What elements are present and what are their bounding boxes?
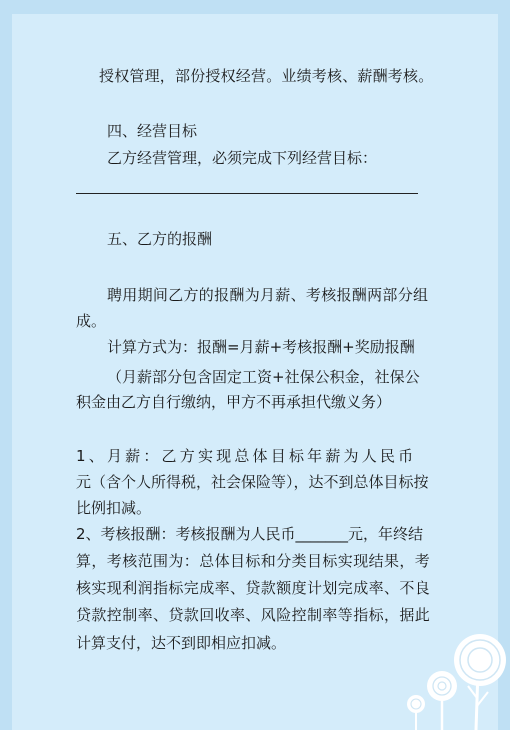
paragraph-line: 积金由乙方自行缴纳，甲方不再承担代缴义务） — [76, 393, 392, 411]
decorative-trees-icon — [396, 628, 510, 730]
list-item-line: 比例扣减。 — [76, 499, 152, 517]
paragraph-line: （月薪部分包含固定工资+社保公积金，社保公 — [107, 368, 420, 386]
paragraph-line: 计算方式为：报酬=月薪+考核报酬+奖励报酬 — [107, 338, 415, 356]
list-item-line: 元（含个人所得税，社会保险等），达不到总体目标按 — [76, 473, 429, 491]
list-item-line: 贷款控制率、贷款回收率、风险控制率等指标，据此 — [76, 606, 431, 624]
paragraph-line: 聘用期间乙方的报酬为月薪、考核报酬两部分组 — [107, 286, 429, 304]
section-heading: 四、经营目标 — [107, 122, 198, 140]
text-line: 授权管理，部份授权经营。业绩考核、薪酬考核。 — [99, 67, 434, 85]
list-item-line: 算，考核范围为：总体目标和分类目标实现结果，考 — [76, 552, 431, 570]
section-heading: 五、乙方的报酬 — [107, 230, 213, 248]
list-item-line: 1、月薪：乙方实现总体目标年薪为人民币 — [76, 447, 417, 465]
list-item-line: 核实现利润指标完成率、贷款额度计划完成率、不良 — [76, 579, 431, 597]
list-item-line: 计算支付，达不到即相应扣减。 — [76, 634, 287, 652]
text-line: 乙方经营管理，必须完成下列经营目标： — [107, 149, 378, 167]
paragraph-line: 成。 — [76, 312, 107, 330]
blank-underline — [76, 193, 418, 194]
list-item-line: 2、考核报酬：考核报酬为人民币_______元，年终结 — [76, 525, 424, 543]
